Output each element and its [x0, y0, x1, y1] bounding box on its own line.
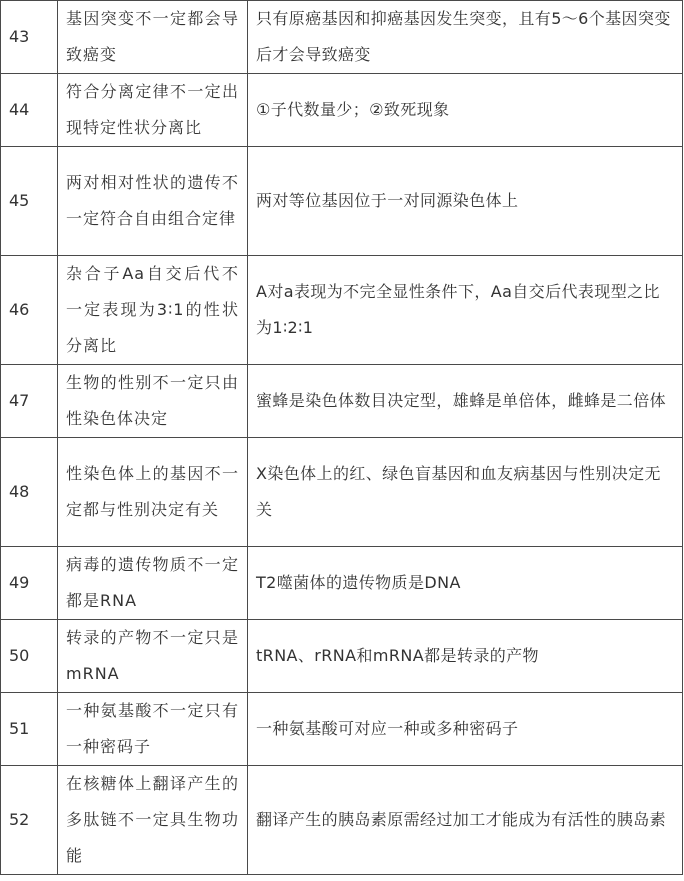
row-number: 45	[1, 147, 58, 256]
table-row	[1, 256, 683, 365]
explanation-cell: X染色体上的红、绿色盲基因和血友病基因与性别决定无关	[248, 438, 683, 547]
row-number: 50	[1, 620, 58, 693]
statement-cell: 一种氨基酸不一定只有一种密码子	[58, 693, 248, 766]
table-row	[1, 74, 683, 147]
statement-cell: 病毒的遗传物质不一定都是RNA	[58, 547, 248, 620]
row-number: 44	[1, 74, 58, 147]
table-row	[1, 547, 683, 620]
explanation-cell: 翻译产生的胰岛素原需经过加工才能成为有活性的胰岛素	[248, 766, 683, 875]
table-row	[1, 147, 683, 256]
statement-cell: 符合分离定律不一定出现特定性状分离比	[58, 74, 248, 147]
explanation-cell: 蜜蜂是染色体数目决定型，雄蜂是单倍体，雌蜂是二倍体	[248, 365, 683, 438]
row-number: 47	[1, 365, 58, 438]
row-number: 51	[1, 693, 58, 766]
table-row	[1, 693, 683, 766]
explanation-cell: A对a表现为不完全显性条件下，Aa自交后代表现型之比为1∶2∶1	[248, 256, 683, 365]
statement-cell: 转录的产物不一定只是mRNA	[58, 620, 248, 693]
statement-cell: 基因突变不一定都会导致癌变	[58, 1, 248, 74]
statement-cell: 在核糖体上翻译产生的多肽链不一定具生物功能	[58, 766, 248, 875]
table-row	[1, 766, 683, 875]
table-row	[1, 365, 683, 438]
explanation-cell: ①子代数量少；②致死现象	[248, 74, 683, 147]
statement-cell: 杂合子Aa自交后代不一定表现为3∶1的性状分离比	[58, 256, 248, 365]
statement-cell: 两对相对性状的遗传不一定符合自由组合定律	[58, 147, 248, 256]
row-number: 49	[1, 547, 58, 620]
explanation-cell: 两对等位基因位于一对同源染色体上	[248, 147, 683, 256]
explanation-cell: tRNA、rRNA和mRNA都是转录的产物	[248, 620, 683, 693]
explanation-cell: T2噬菌体的遗传物质是DNA	[248, 547, 683, 620]
table-row	[1, 620, 683, 693]
row-number: 46	[1, 256, 58, 365]
table-row	[1, 438, 683, 547]
statement-cell: 性染色体上的基因不一定都与性别决定有关	[58, 438, 248, 547]
row-number: 52	[1, 766, 58, 875]
row-number: 48	[1, 438, 58, 547]
row-number: 43	[1, 1, 58, 74]
statement-cell: 生物的性别不一定只由性染色体决定	[58, 365, 248, 438]
explanation-cell: 一种氨基酸可对应一种或多种密码子	[248, 693, 683, 766]
explanation-cell: 只有原癌基因和抑癌基因发生突变，且有5～6个基因突变后才会导致癌变	[248, 1, 683, 74]
table-row	[1, 1, 683, 74]
